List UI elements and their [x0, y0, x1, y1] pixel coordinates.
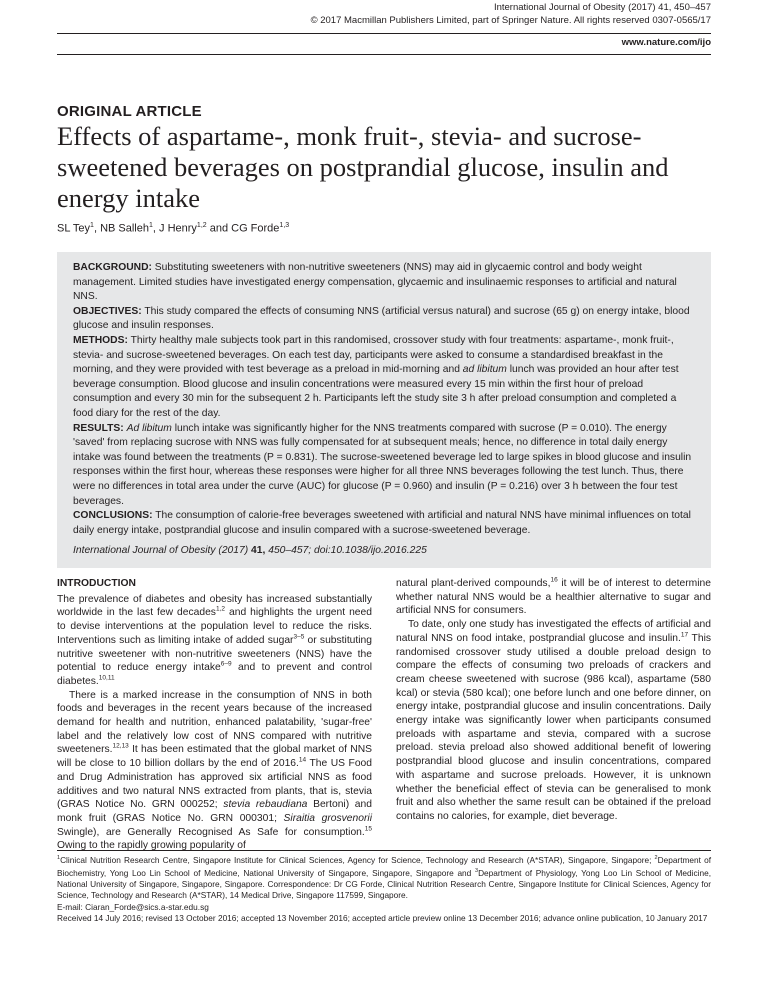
body-column-left: [57, 577, 372, 853]
author-name: SL Tey: [57, 222, 91, 235]
reference-superscript[interactable]: 16: [550, 576, 558, 584]
author-affiliation: 1: [90, 222, 94, 229]
author-list: [57, 222, 289, 235]
reference-superscript[interactable]: 10,11: [98, 674, 115, 682]
author-name: CG Forde: [231, 222, 280, 235]
author-affiliation: 1,3: [279, 222, 290, 229]
citation-line: International Journal of Obesity (2017) 41, 450–457; doi:10.1038/ijo.2016.225: [73, 545, 427, 557]
abstract-conclusions: CONCLUSIONS: The consumption of calorie-free beverages sweetened with artificial and natural NNS have minimal influences on total daily energy intake, postprandial glucose and insulin compared with a sucrose-sweetened beverage.: [73, 510, 691, 536]
affiliations: $^1$Clinical Nutrition Research Centre, Singapore Institute for Clinical Sciences, Agency for Science, Technology and Research (A*STAR), Singapore, Singapore; $^2$Department of Biochemistry, Yong Loo Lin School of Medicine, National University of Singapore, Singapore, Singapore and $^3$Department of Physiology, Yong Loo Lin School of Medicine, National University of Singapore, Singapore, Singapore. Correspondence: Dr CG Forde, Clinical Nutrition Research Centre, Singapore Institute for Clinical Sciences, Agency for Science, Technology and Research (A*STAR), 14 Medical Drive, Singapore 117599, Singapore.: [57, 854, 712, 901]
reference-superscript[interactable]: 3–5: [293, 633, 305, 641]
reference-superscript[interactable]: 14: [298, 756, 307, 764]
copyright-line: © 2017 Macmillan Publishers Limited, part of Springer Nature. All rights reserved 0307-0565/17: [310, 15, 711, 26]
article-title: Effects of aspartame-, monk fruit-, stevia- and sucrose-sweetened beverages on postprandial glucose, insulin and energy intake: [57, 121, 669, 213]
author-separator: and: [206, 222, 232, 235]
abstract-background: BACKGROUND: Substituting sweeteners with non-nutritive sweeteners (NNS) may aid in glycaemic control and body weight management. Limited studies have investigated energy compensation, glycaemic and insulinaemic responses to artificial and natural NNS.: [73, 262, 677, 303]
header-rule-top: [57, 33, 711, 34]
reference-superscript[interactable]: 6–9: [220, 660, 232, 668]
body-paragraph: There is a marked increase in the consumption of NNS in both foods and beverages in the recent years because of the increased demand for health and nutrition, enhanced palatability, 'sugar-free' label and the relatively low cost of NNS compared with nutritive sweeteners.$^{12,13}$ It has been estimated that the global market of NNS will be close to 10 billion dollars by the end of 2016.14 The US Food and Drug Administration has approved six artificial NNS as food additives and two natural NNS extracted from plants, that is, stevia (GRAS Notice No. GRN 000252; stevia rebaudiana Bertoni) and monk fruit (GRAS Notice No. GRN 000301; Siraitia grosvenorii Swingle), are Generally Recognised As Safe for consumption.$^{15}$ Owing to the rapidly growing popularity of: [57, 689, 373, 852]
author-separator: ,: [152, 222, 160, 235]
author-name: J Henry: [159, 222, 197, 235]
abstract-objectives: OBJECTIVES: This study compared the effects of consuming NNS (artificial versus natural) and sucrose (65 g) on energy intake, blood glucose and insulin responses.: [73, 305, 690, 332]
author-affiliation: 1,2: [196, 222, 207, 229]
abstract-box: [57, 252, 711, 568]
journal-url-link[interactable]: www.nature.com/ijo: [621, 37, 711, 48]
correspondence-email[interactable]: E-mail: Ciaran_Forde@sics.a-star.edu.sg: [57, 901, 209, 912]
reference-superscript[interactable]: 1,2: [215, 605, 226, 613]
author-affiliation: 1: [148, 222, 153, 229]
body-paragraph: The prevalence of diabetes and obesity has increased substantially worldwide in the last few decades$^{1,2}$ and highlights the urgent need to devise interventions at the population level to reduce the risks. Interventions such as limiting intake of added sugar$^{3-5}$ or substituting nutritive sweetener with non-nutritive sweeteners (NNS) have the potential to reduce energy intake$^{6-9}$ and to prevent and control diabetes.$^{10,11}$: [57, 593, 373, 687]
reference-superscript[interactable]: 12,13: [112, 743, 129, 751]
affiliation-footnotes: [57, 853, 711, 924]
reference-superscript[interactable]: 15: [364, 825, 372, 833]
article-type-label: ORIGINAL ARTICLE: [57, 103, 202, 120]
author-name: NB Salleh: [100, 222, 149, 235]
header-rule-bottom: [57, 54, 711, 55]
abstract-results: RESULTS: Ad libitum lunch intake was significantly higher for the NNS treatments compared with sucrose (P = 0.010). The energy 'saved' from replacing sucrose with NNS was fully compensated for at subsequent meals; hence, no difference in total daily energy intake was found between the treatments (P = 0.831). The sucrose-sweetened beverage led to large spikes in blood glucose and insulin responses within the first hour, whereas these responses were higher for all three NNS beverages following the test lunch. Thus, there were no differences in total area under the curve (AUC) for glucose (P = 0.960) and insulin (P = 0.216) over 3 h between the four test beverages.: [73, 422, 692, 507]
article-dates: Received 14 July 2016; revised 13 October 2016; accepted 13 November 2016; accepted article preview online 13 December 2016; advance online publication, 10 January 2017: [57, 913, 708, 924]
reference-superscript[interactable]: 17: [680, 631, 689, 639]
journal-header-line: International Journal of Obesity (2017) 41, 450–457: [493, 2, 711, 13]
body-paragraph: To date, only one study has investigated the effects of artificial and natural NNS on food intake, postprandial glucose and insulin.$^{17}$ This randomised crossover study utilised a double preload design to compare the effects of consuming two preloads of crackers and cream cheese sweetened with sucrose (986 kcal), aspartame (580 kcal) or stevia (580 kcal); one before lunch and one before dinner, on energy intake, postprandial glucose and insulin concentrations. Daily energy intake was significantly lower when participants consumed preloads with aspartame and stevia, compared with a sucrose preload. stevia preload also showed additional benefit of lowering postprandial blood glucose and insulin concentrations, compared with aspartame and sucrose preloads. However, it is unknown whether the beneficial effect of stevia can be generalised to monk fruit and also whether the same result can be obtained if the preload contains no calories, for example, diet beverage.: [396, 619, 711, 822]
section-heading-introduction: INTRODUCTION: [57, 578, 136, 589]
body-paragraph: natural plant-derived compounds,$^{16}$ it will be of interest to determine whether natural NNS would be a healthier alternative to sugar and artificial NNS for consumers.: [396, 576, 711, 617]
footnote-rule: [57, 850, 711, 851]
abstract-content: [73, 261, 695, 559]
body-column-right: [396, 577, 711, 824]
abstract-methods: METHODS: Thirty healthy male subjects took part in this randomised, crossover study with four treatments: aspartame-, monk fruit-, stevia- and sucrose-sweetened beverages. On each test day, participants were asked to consume a standardised breakfast in the morning, and they were provided with test beverage as a preload in mid-morning and ad libitum lunch was provided an hour after test beverage consumption. Blood glucose and insulin concentrations were measured every 15 min within the first hour of preload consumption and every 30 min for the subsequent 2 h. Participants left the study site 3 h after preload consumption and completed a food diary for the rest of the day.: [73, 334, 679, 419]
author-separator: ,: [93, 222, 101, 235]
